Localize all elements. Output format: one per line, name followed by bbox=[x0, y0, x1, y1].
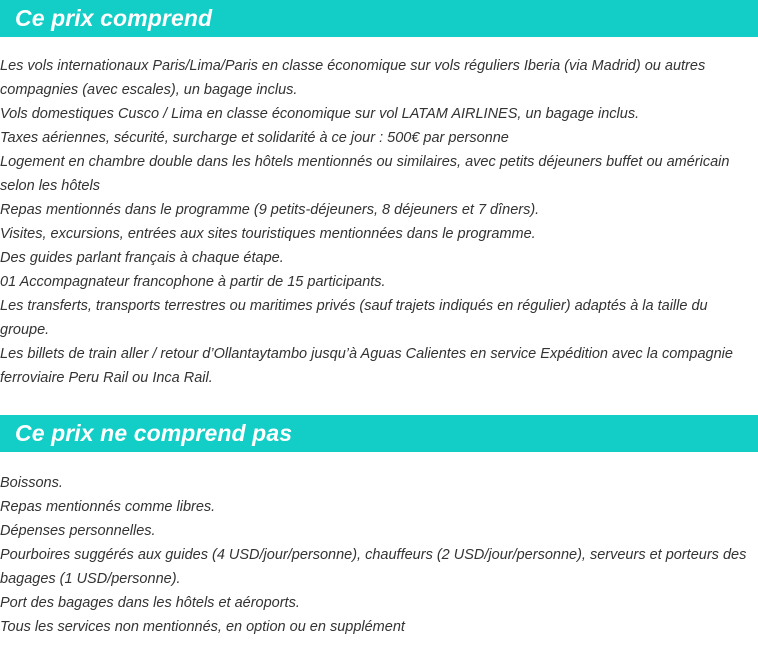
excluded-item: Repas mentionnés comme libres. bbox=[0, 499, 216, 515]
excluded-banner bbox=[0, 415, 758, 452]
excluded-item: Tous les services non mentionnés, en option ou en supplément bbox=[0, 619, 405, 635]
included-item: Taxes aériennes, sécurité, surcharge et solidarité à ce jour : 500€ par personne bbox=[0, 130, 509, 146]
excluded-title: Ce prix ne comprend pas bbox=[15, 420, 293, 446]
included-item: Repas mentionnés dans le programme (9 petits-déjeuners, 8 déjeuners et 7 dîners). bbox=[0, 202, 540, 218]
excluded-item: Pourboires suggérés aux guides (4 USD/jour/personne), chauffeurs (2 USD/jour/personne), serveurs et porteurs des bagages (1 USD/personne). bbox=[0, 547, 747, 587]
included-list bbox=[0, 37, 758, 390]
excluded-list bbox=[0, 452, 758, 639]
included-item: 01 Accompagnateur francophone à partir de 15 participants. bbox=[0, 274, 386, 290]
excluded-item: Boissons. bbox=[0, 475, 63, 491]
included-item: Logement en chambre double dans les hôtels mentionnés ou similaires, avec petits déjeuners buffet ou américain selon les hôtels bbox=[0, 154, 730, 194]
included-title: Ce prix comprend bbox=[15, 5, 213, 31]
included-item: Les billets de train aller / retour d’Ollantaytambo jusqu’à Aguas Calientes en service Expédition avec la compagnie ferroviaire Peru Rail ou Inca Rail. bbox=[0, 346, 733, 386]
excluded-item: Port des bagages dans les hôtels et aéroports. bbox=[0, 595, 300, 611]
included-banner bbox=[0, 0, 758, 37]
included-item: Les vols internationaux Paris/Lima/Paris en classe économique sur vols réguliers Iberia (via Madrid) ou autres compagnies (avec escales), un bagage inclus. bbox=[0, 58, 706, 98]
included-item: Les transferts, transports terrestres ou maritimes privés (sauf trajets indiqués en régulier) adaptés à la taille du groupe. bbox=[0, 298, 708, 338]
excluded-item: Dépenses personnelles. bbox=[0, 523, 156, 539]
included-item: Visites, excursions, entrées aux sites touristiques mentionnées dans le programme. bbox=[0, 226, 536, 242]
excluded-section bbox=[0, 415, 758, 639]
included-item: Vols domestiques Cusco / Lima en classe économique sur vol LATAM AIRLINES, un bagage inclus. bbox=[0, 106, 640, 122]
included-item: Des guides parlant français à chaque étape. bbox=[0, 250, 284, 266]
